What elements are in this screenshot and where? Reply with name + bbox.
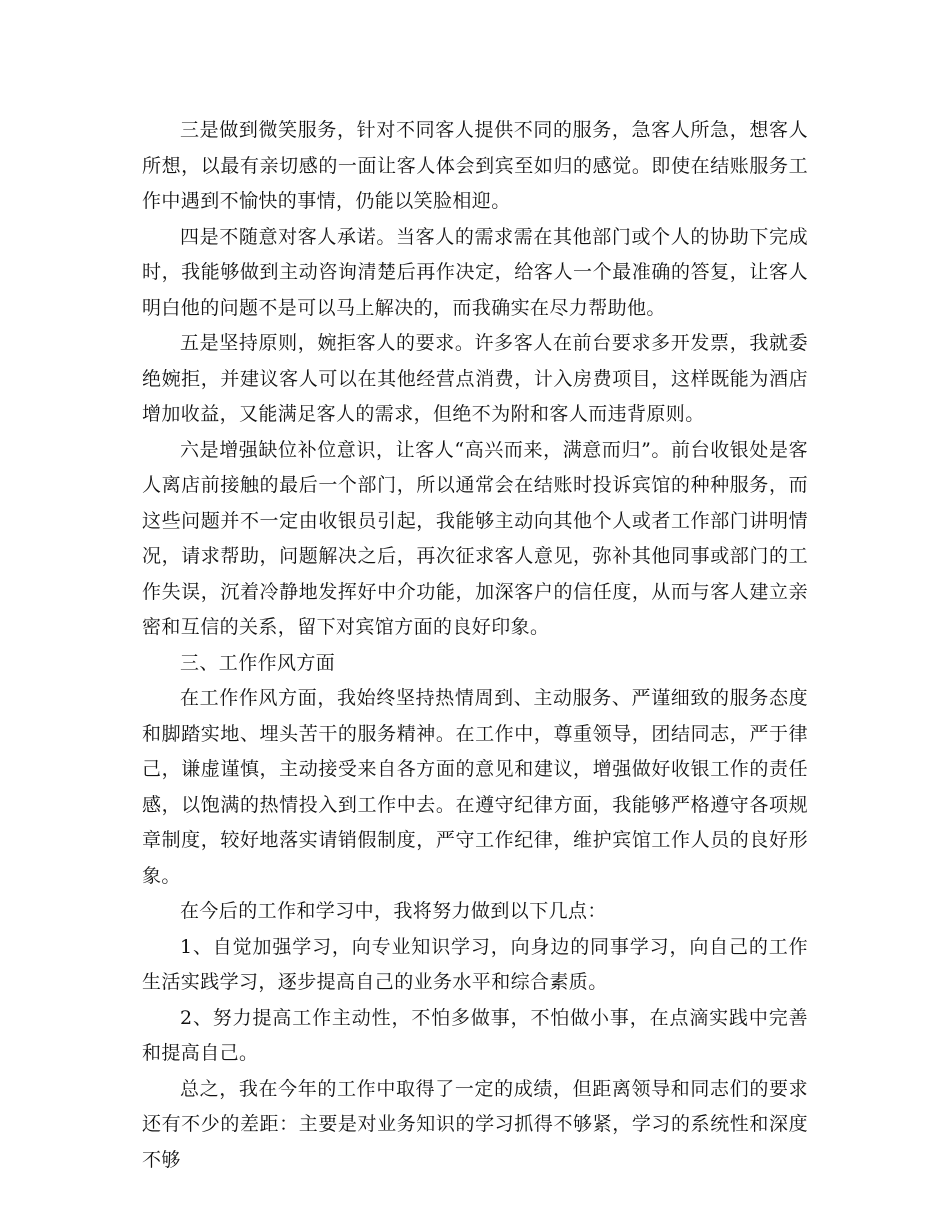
section-heading-work-style: 三、工作作风方面 bbox=[180, 651, 336, 674]
list-item-2: 2、努力提高工作主动性，不怕多做事，不怕做小事，在点滴实践中完善和提高自己。 bbox=[142, 1006, 808, 1064]
paragraph-summary: 总之，我在今年的工作中取得了一定的成绩，但距离领导和同志们的要求还有不少的差距：主要是对业务知识的学习抓得不够紧，学习的系统性和深度不够 bbox=[142, 1077, 808, 1171]
paragraph-adhere-principle: 五是坚持原则，婉拒客人的要求。许多客人在前台要求多开发票，我就委绝婉拒，并建议客人可以在其他经营点消费，计入房费项目，这样既能为酒店增加收益，又能满足客人的需求，但绝不为附和客人而违背原则。 bbox=[142, 332, 808, 425]
document-body bbox=[142, 113, 808, 1178]
paragraph-future-plan-intro: 在今后的工作和学习中，我将努力做到以下几点： bbox=[180, 900, 607, 922]
paragraph-no-casual-promise: 四是不随意对客人承诺。当客人的需求需在其他部门或个人的协助下完成时，我能够做到主动咨询清楚后再作决定，给客人一个最准确的答复，让客人明白他的问题不是可以马上解决的，而我确实在尽力帮助他。 bbox=[142, 225, 808, 319]
paragraph-work-style: 在工作作风方面，我始终坚持热情周到、主动服务、严谨细致的服务态度和脚踏实地、埋头苦干的服务精神。在工作中，尊重领导，团结同志，严于律己，谦虚谨慎，主动接受来自各方面的意见和建议，增强做好收银工作的责任感，以饱满的热情投入到工作中去。在遵守纪律方面，我能够严格遵守各项规章制度，较好地落实请销假制度，严守工作纪律，维护宾馆工作人员的良好形象。 bbox=[142, 687, 808, 887]
list-item-1: 1、自觉加强学习，向专业知识学习，向身边的同事学习，向自己的工作生活实践学习，逐步提高自己的业务水平和综合素质。 bbox=[142, 935, 808, 993]
paragraph-smile-service: 三是做到微笑服务，针对不同客人提供不同的服务，急客人所急，想客人所想，以最有亲切感的一面让客人体会到宾至如归的感觉。即使在结账服务工作中遇到不愉快的事情，仍能以笑脸相迎。 bbox=[142, 119, 808, 212]
paragraph-fill-gaps: 六是增强缺位补位意识，让客人“高兴而来，满意而归”。前台收银处是客人离店前接触的最后一个部门，所以通常会在结账时投诉宾馆的种种服务，而这些问题并不一定由收银员引起，我能够主动向其他个人或者工作部门讲明情况，请求帮助，问题解决之后，再次征求客人意见，弥补其他同事或部门的工作失误，沉着冷静地发挥好中介功能，加深客户的信任度，从而与客人建立亲密和互信的关系，留下对宾馆方面的良好印象。 bbox=[142, 438, 808, 638]
